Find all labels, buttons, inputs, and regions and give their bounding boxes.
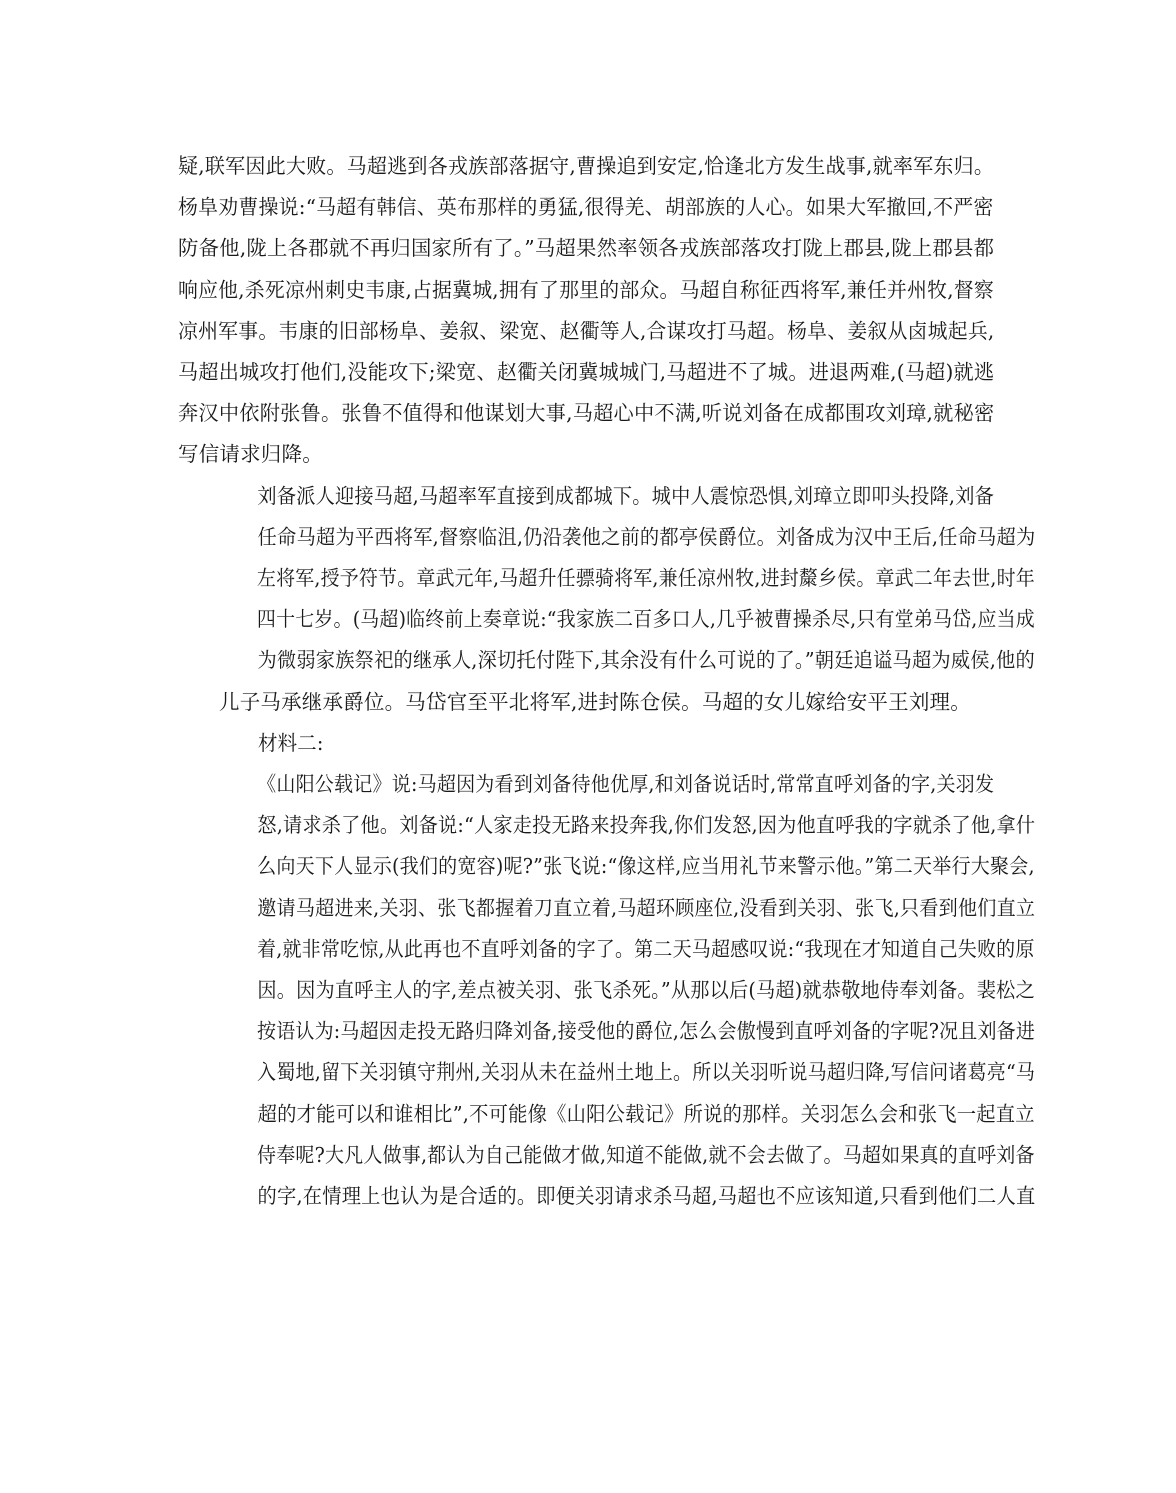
paragraph: [178, 146, 994, 476]
text-line: 凉州军事。韦康的旧部杨阜、姜叙、梁宽、赵衢等人,合谋攻打马超。杨阜、姜叙从卤城起兵,: [178, 318, 995, 343]
text-line: 超的才能可以和谁相比”,不可能像《山阳公载记》所说的那样。关羽怎么会和张飞一起直立: [257, 1101, 1035, 1126]
text-line: 着,就非常吃惊,从此再也不直呼刘备的字了。第二天马超感叹说:“我现在才知道自己失败的原: [257, 936, 1035, 961]
paragraph: [178, 723, 994, 764]
text-line: 材料二:: [257, 730, 324, 755]
text-line: 疑,联军因此大败。马超逃到各戎族部落据守,曹操追到安定,恰逢北方发生战事,就率军东归。: [178, 154, 995, 178]
text-line: 因。因为直呼主人的字,差点被关羽、张飞杀死。”从那以后(马超)就恭敬地侍奉刘备。裴松之: [257, 978, 1035, 1003]
text-line: 入蜀地,留下关羽镇守荆州,关羽从未在益州土地上。所以关羽听说马超归降,写信问诸葛亮“马: [257, 1060, 1036, 1085]
paragraph: [178, 764, 1036, 1217]
text-line: 四十七岁。(马超)临终前上奏章说:“我家族二百多口人,几乎被曹操杀尽,只有堂弟马岱,应当成: [256, 607, 1035, 632]
text-line: 杨阜劝曹操说:“马超有韩信、英布那样的勇猛,很得羌、胡部族的人心。如果大军撤回,不严密: [178, 195, 994, 220]
text-line: 刘备派人迎接马超,马超率军直接到成都城下。城中人震惊恐惧,刘璋立即叩头投降,刘备: [257, 483, 995, 508]
text-line: 任命马超为平西将军,督察临沮,仍沿袭他之前的都亭侯爵位。刘备成为汉中王后,任命马超为: [257, 524, 1036, 549]
text-line: 的字,在情理上也认为是合适的。即便关羽请求杀马超,马超也不应该知道,只看到他们二人直: [257, 1184, 1036, 1209]
text-line: 怒,请求杀了他。刘备说:“人家走投无路来投奔我,你们发怒,因为他直呼我的字就杀了他,拿什: [257, 813, 1036, 838]
paragraph: [178, 476, 1036, 723]
text-line: 奔汉中依附张鲁。张鲁不值得和他谋划大事,马超心中不满,听说刘备在成都围攻刘璋,就秘密: [178, 401, 995, 426]
text-line: 儿子马承继承爵位。马岱官至平北将军,进封陈仓侯。马超的女儿嫁给安平王刘理。: [219, 689, 971, 714]
text-line: 马超出城攻打他们,没能攻下;梁宽、赵衢关闭冀城城门,马超进不了城。进退两难,(马超)就逃: [178, 360, 995, 385]
text-line: 写信请求归降。: [178, 442, 323, 467]
text-line: 防备他,陇上各郡就不再归国家所有了。”马超果然率领各戎族部落攻打陇上郡县,陇上郡县都: [178, 236, 995, 261]
text-line: 左将军,授予符节。章武元年,马超升任骠骑将军,兼任凉州牧,进封斄乡侯。章武二年去世,时年: [256, 566, 1035, 591]
text-line: 《山阳公载记》说:马超因为看到刘备待他优厚,和刘备说话时,常常直呼刘备的字,关羽发: [257, 772, 995, 797]
text-line: 侍奉呢?大凡人做事,都认为自己能做才做,知道不能做,就不会去做了。马超如果真的直呼刘备: [257, 1142, 1035, 1167]
text-line: 邀请马超进来,关羽、张飞都握着刀直立着,马超环顾座位,没看到关羽、张飞,只看到他们直立: [257, 895, 1036, 920]
text-line: 为微弱家族祭祀的继承人,深切托付陛下,其余没有什么可说的了。”朝廷追谥马超为威侯,他的: [257, 648, 1035, 673]
text-line: 响应他,杀死凉州刺史韦康,占据冀城,拥有了那里的部众。马超自称征西将军,兼任并州牧,督察: [178, 277, 994, 302]
text-line: 么向天下人显示(我们的宽容)呢?”张飞说:“像这样,应当用礼节来警示他。”第二天举行大聚会,: [257, 854, 1035, 879]
document-body: [178, 146, 1036, 1217]
text-line: 按语认为:马超因走投无路归降刘备,接受他的爵位,怎么会傲慢到直呼刘备的字呢?况且刘备进: [257, 1019, 1036, 1044]
